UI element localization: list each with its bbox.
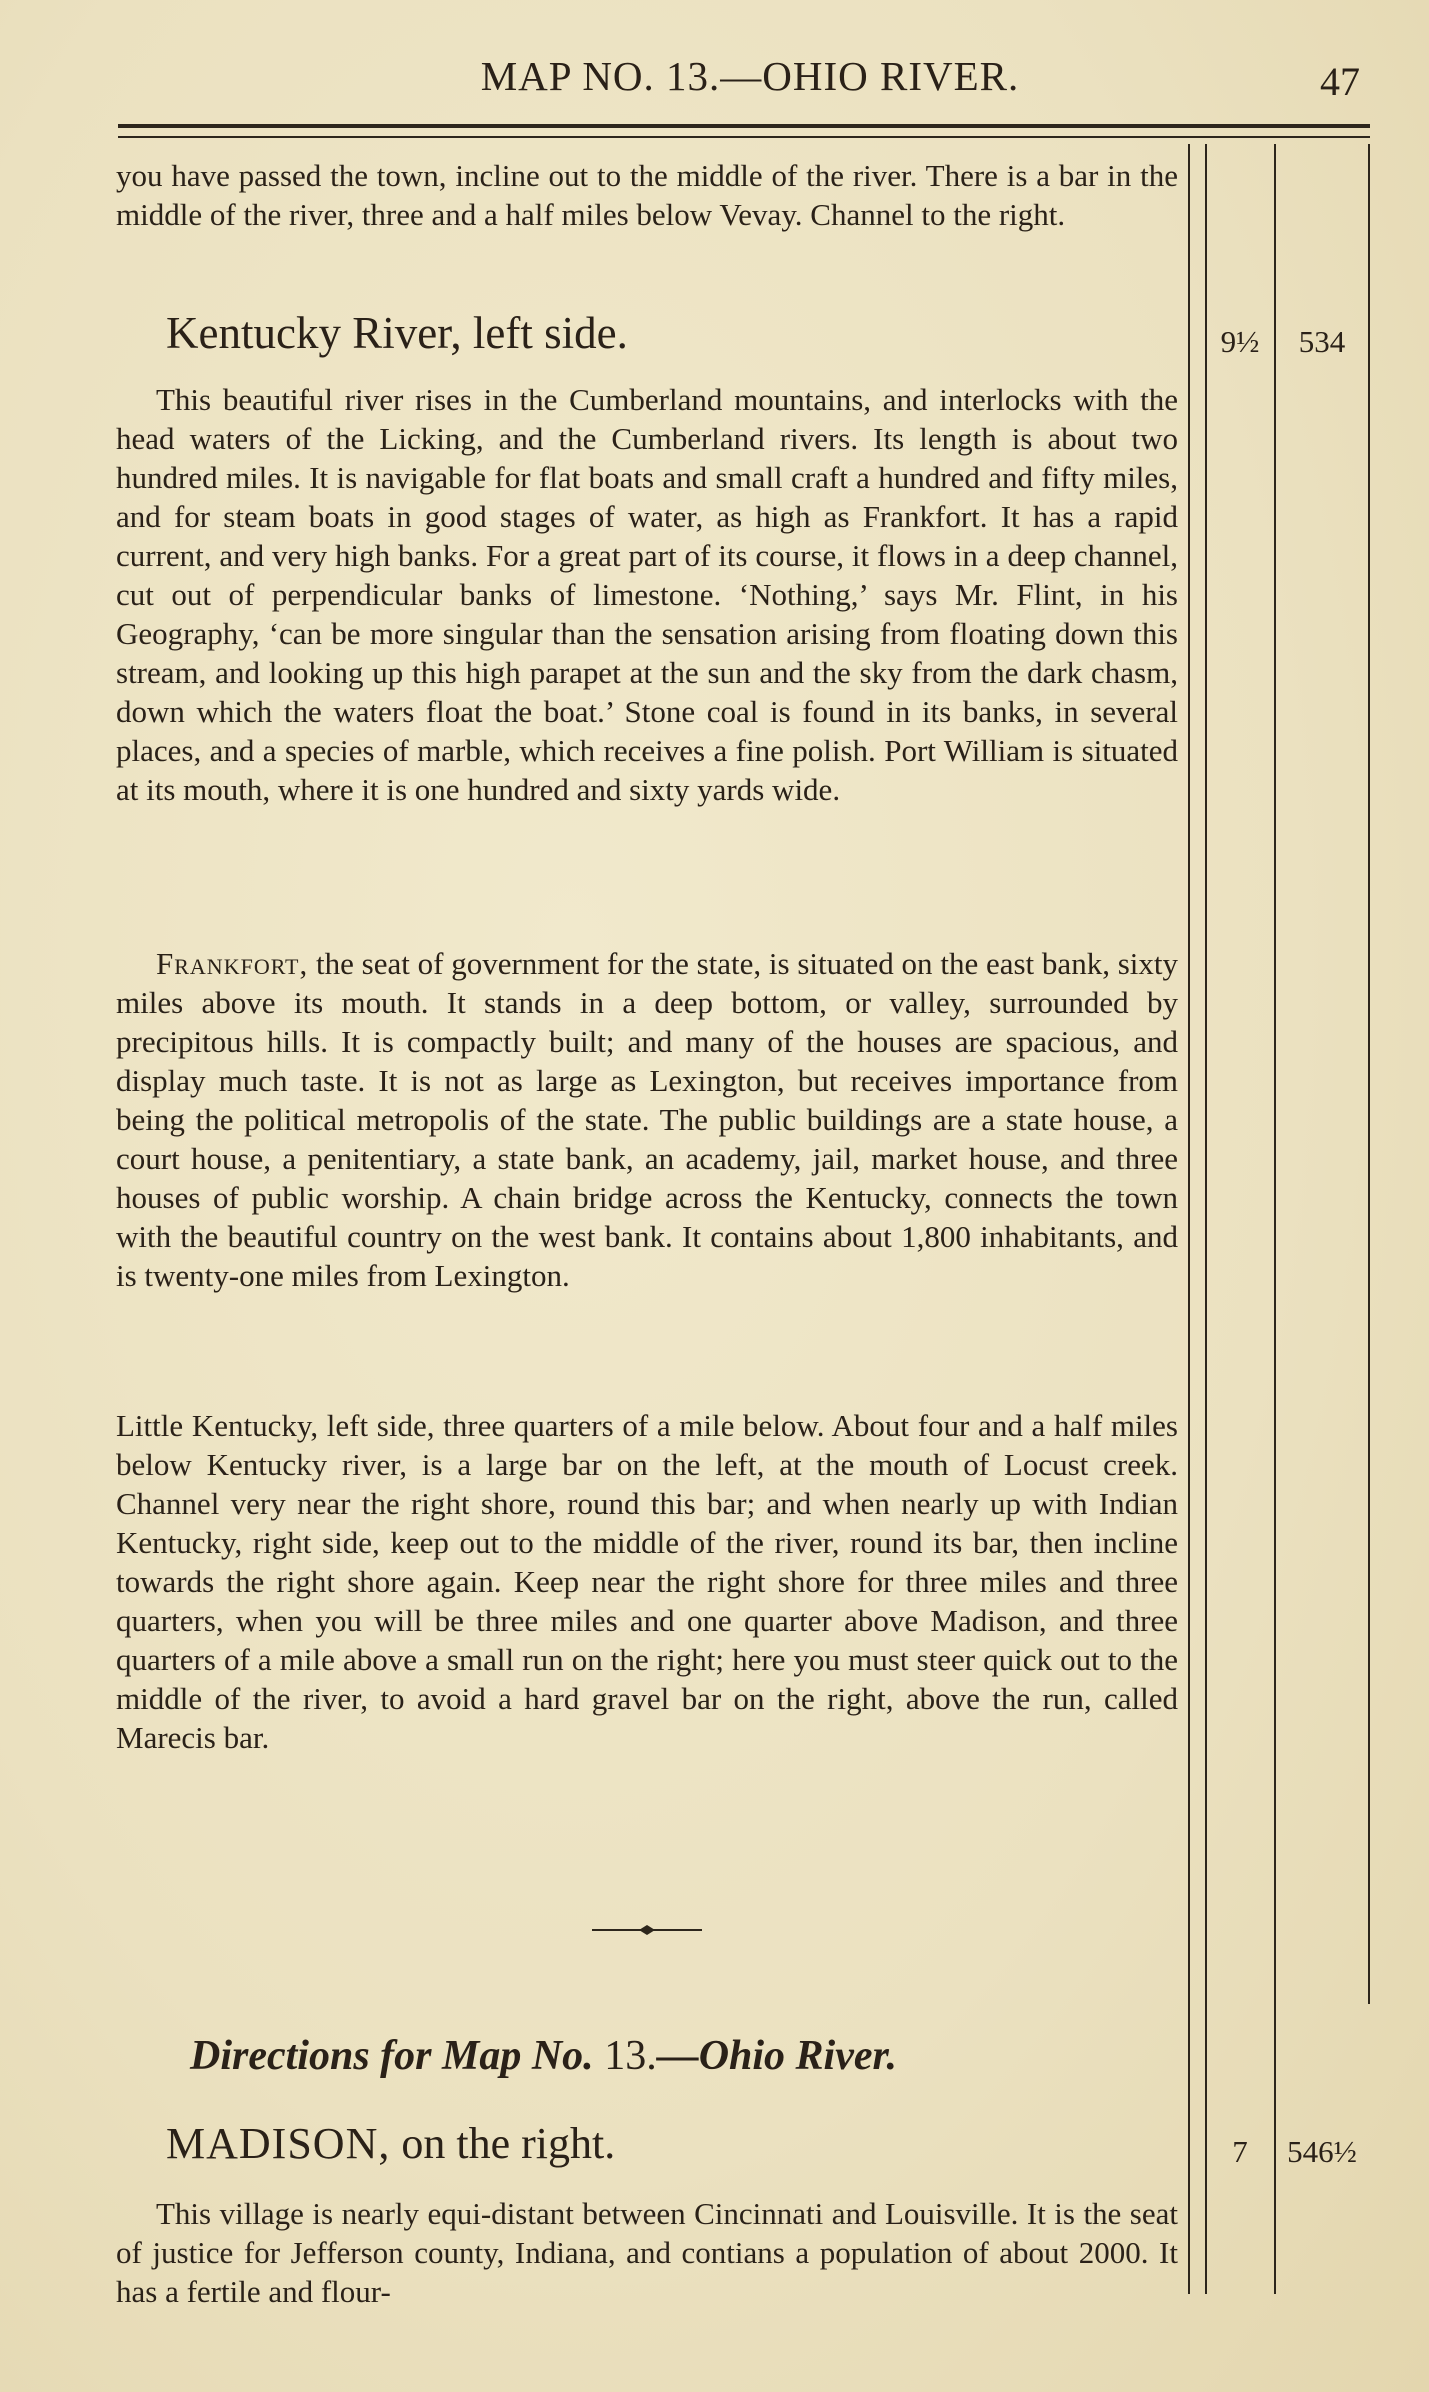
navigation-block [116,1406,1178,1757]
madison-paragraph: This village is nearly equi-distant between Cincinnati and Louisville. It is the seat of justice for Jefferson county, Indiana, and contians a population of about 2000. It has a fertile and flour- [116,2196,1178,2309]
kentucky-river-heading: Kentucky River, left side. [166,308,628,358]
frankfort-text: the seat of government for the state, is situated on the east bank, sixty miles above its mouth. It stands in a deep bottom, or valley, surrounded by precipitous hills. It is compactly built; and many of the houses are spacious, and display much taste. It is not as large as Lexington, but receives importance from being the political metropolis of the state. The public buildings are a state house, a court house, a penitentiary, a state bank, an academy, jail, market house, and three houses of public worship. A chain bridge across the Kentucky, connects the town with the beautiful country on the west bank. It contains about 1,800 inhabitants, and is twenty-one miles from Lexington. [116,946,1178,1293]
page-number: 47 [1320,59,1360,104]
madison-heading-rest: on the right. [390,2119,616,2168]
kentucky-total: 534 [1298,324,1346,359]
column-rule-1 [1188,144,1190,2294]
column-rule-4 [1368,144,1370,2004]
directions-heading-part2: —Ohio River. [656,2033,898,2079]
running-header-title: MAP NO. 13.—OHIO RIVER. [480,53,1020,99]
frankfort-block [116,944,1178,1295]
directions-heading [190,2032,1130,2080]
kentucky-distance: 9½ [1220,324,1260,359]
header-rule-thin [118,136,1370,138]
column-rule-3 [1274,144,1276,2294]
kentucky-description-block [116,380,1178,809]
frankfort-label: Frankfort, [156,946,309,981]
madison-heading [166,2118,615,2169]
madison-description-block [116,2194,1178,2311]
navigation-paragraph: Little Kentucky, left side, three quarters of a mile below. About four and a half miles below Kentucky river, is a large bar on the left, at the mouth of Locust creek. Channel very near the right shore, round this bar; and when nearly up with Indian Kentucky, right side, keep out to the middle of the river, round its bar, then incline towards the right shore again. Keep near the right shore for three miles and three quarters, when you will be three miles and one quarter above Madison, and three quarters of a mile above a small run on the right; here you must steer quick out to the middle of the river, to avoid a hard gravel bar on the right, above the run, called Marecis bar. [116,1408,1178,1755]
section-divider-ornament [592,1924,702,1936]
madison-distance: 7 [1232,2134,1248,2169]
intro-paragraph-block [116,156,1178,234]
kentucky-paragraph: This beautiful river rises in the Cumberland mountains, and interlocks with the head waters of the Licking, and the Cumberland rivers. Its length is about two hundred miles. It is navigable for flat boats and small craft a hundred and fifty miles, and for steam boats in good stages of water, as high as Frankfort. It has a rapid current, and very high banks. For a great part of its course, it flows in a deep channel, cut out of perpendicular banks of limestone. ‘Nothing,’ says Mr. Flint, in his Geography, ‘can be more singular than the sensation arising from floating down this stream, and looking up this high parapet at the sun and the sky from the dark chasm, down which the waters float the boat.’ Stone coal is found in its banks, in several places, and a species of marble, which receives a fine polish. Port William is situated at its mouth, where it is one hundred and sixty yards wide. [116,382,1178,807]
directions-heading-part1: Directions for Map No. [190,2033,594,2079]
directions-heading-number: 13. [593,2033,657,2079]
column-rule-2 [1205,144,1207,2294]
header-rule-thick [118,124,1370,128]
madison-total: 546½ [1287,2134,1357,2169]
madison-heading-caps: MADISON, [166,2119,391,2168]
frankfort-paragraph [116,944,1178,1295]
intro-paragraph: you have passed the town, incline out to the middle of the river. There is a bar in the middle of the river, three and a half miles below Vevay. Channel to the right. [116,158,1178,232]
